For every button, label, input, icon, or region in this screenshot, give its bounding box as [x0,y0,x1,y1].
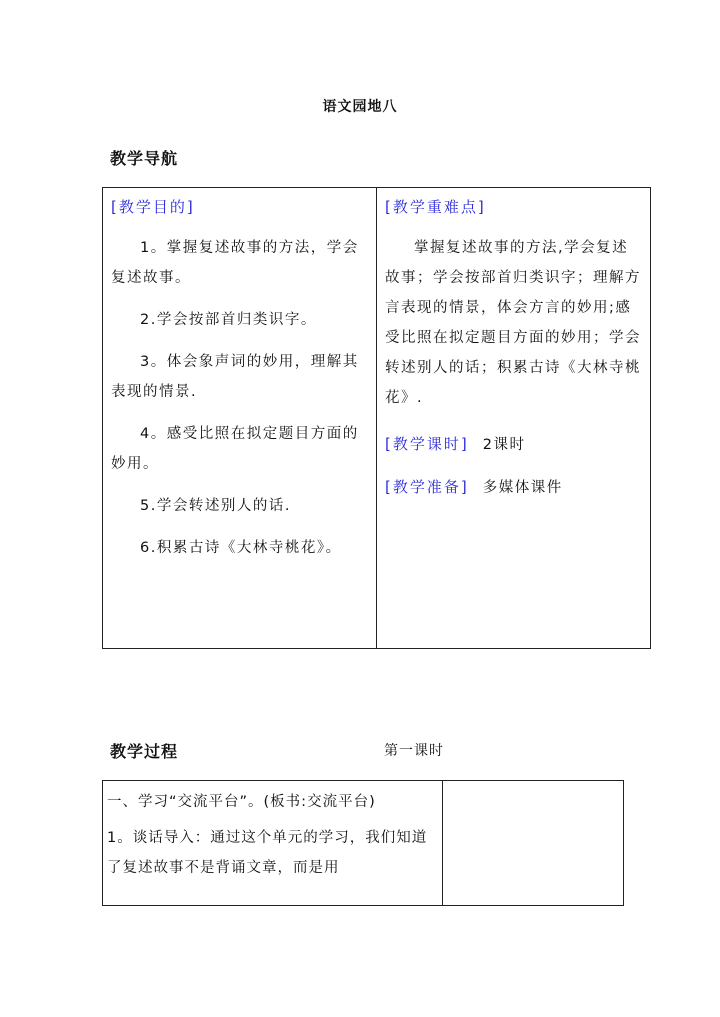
goal-item-5: 5.学会转述别人的话. [140,498,291,514]
hours-value: 2课时 [482,437,526,453]
process-cell [103,781,443,906]
goals-cell [103,188,377,649]
lesson-label: 第一课时 [384,743,444,759]
focus-label: [教学重难点] [385,198,486,216]
process-line-2: 1。谈话导入：通过这个单元的学习，我们知道了复述故事不是背诵文章，而是用 [107,830,428,876]
process-line-1: 一、学习“交流平台”。(板书:交流平台) [107,794,376,810]
teaching-process-heading: 教学过程 [110,742,179,761]
goal-item-3: 3。体会象声词的妙用，理解其表现的情景. [111,354,359,400]
hours-label: [教学课时] [385,435,469,453]
prep-value: 多媒体课件 [482,480,563,496]
focus-text: 掌握复述故事的方法,学会复述故事；学会按部首归类识字；理解方言表现的情景，体会方言的妙用;感受比照在拟定题目方面的妙用；学会转述别人的话；积累古诗《大林寺桃花》. [385,240,641,406]
prep-label: [教学准备] [385,478,469,496]
goal-item-6: 6.积累古诗《大林寺桃花》。 [140,540,342,556]
goal-item-2: 2.学会按部首归类识字。 [140,312,317,328]
goal-item-1: 1。掌握复述故事的方法，学会复述故事。 [111,240,359,286]
prep-row [385,472,642,503]
hours-row [385,429,642,460]
page-title: 语文园地八 [322,99,398,115]
goals-label: [教学目的] [111,198,195,216]
goal-item-4: 4。感受比照在拟定题目方面的妙用。 [111,426,359,472]
teaching-guide-heading: 教学导航 [110,149,179,168]
process-notes-cell [443,781,624,906]
focus-cell [377,188,651,649]
teaching-process-table [102,780,624,906]
teaching-guide-table [102,187,651,649]
